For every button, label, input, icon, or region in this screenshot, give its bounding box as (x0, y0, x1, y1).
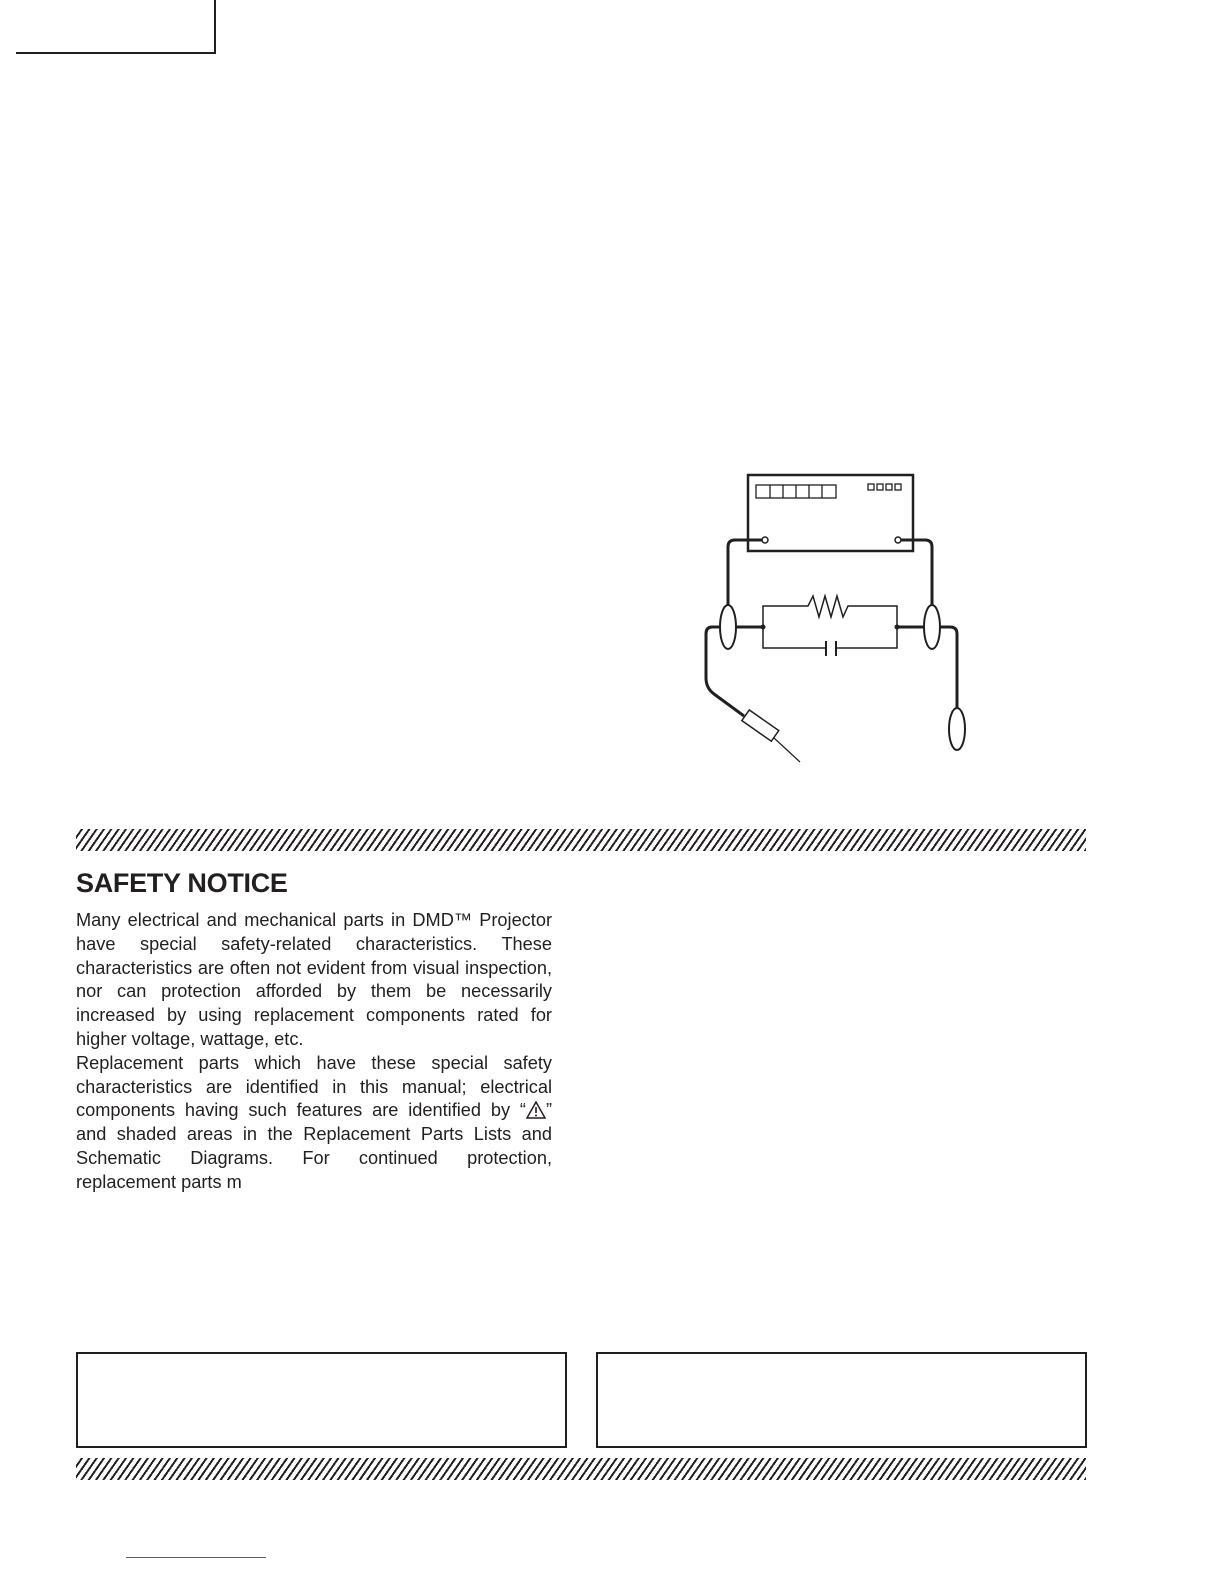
safety-notice-paragraph-2a: Replacement parts which have these special safety characteristics are identified in this manual; electrical components having such features are identified by “ (76, 1052, 552, 1121)
leakage-test-circuit-diagram (690, 465, 980, 770)
probe (742, 710, 779, 741)
meter-buttons (868, 484, 901, 490)
footer-link-underline[interactable] (126, 1557, 266, 1558)
meter-terminal-right (895, 537, 901, 543)
clip-right (924, 605, 940, 649)
warning-triangle-icon (526, 1101, 546, 1119)
safety-notice-paragraph-2b: ” and shaded areas in the Replacement Parts Lists and Schematic Diagrams. For continued protection, replacement parts m (76, 1100, 552, 1192)
safety-notice-paragraph-1: Many electrical and mechanical parts in DMD™ Projector have special safety-related characteristics. These characteristics are often not evident from visual inspection, nor can protection afforded by them be necessarily increased by using replacement components rated for higher voltage, wattage, etc. (76, 910, 552, 1049)
meter-display (756, 485, 836, 498)
meter-box (748, 475, 913, 551)
safety-notice-body (76, 909, 552, 1195)
notice-panel-right (596, 1352, 1087, 1448)
hatched-divider-top (76, 829, 1086, 851)
hatched-divider-bottom (76, 1458, 1086, 1480)
lead-left-lower (706, 627, 744, 716)
safety-notice-title: SAFETY NOTICE (76, 868, 288, 898)
clip-left (720, 605, 736, 649)
notice-panel-left (76, 1352, 567, 1448)
page-corner-frame (16, 0, 216, 54)
lead-right-lower (940, 627, 957, 708)
ground-clip (949, 708, 965, 750)
capacitor-path (763, 627, 897, 648)
meter-terminal-left (762, 537, 768, 543)
resistor-path (763, 596, 897, 627)
